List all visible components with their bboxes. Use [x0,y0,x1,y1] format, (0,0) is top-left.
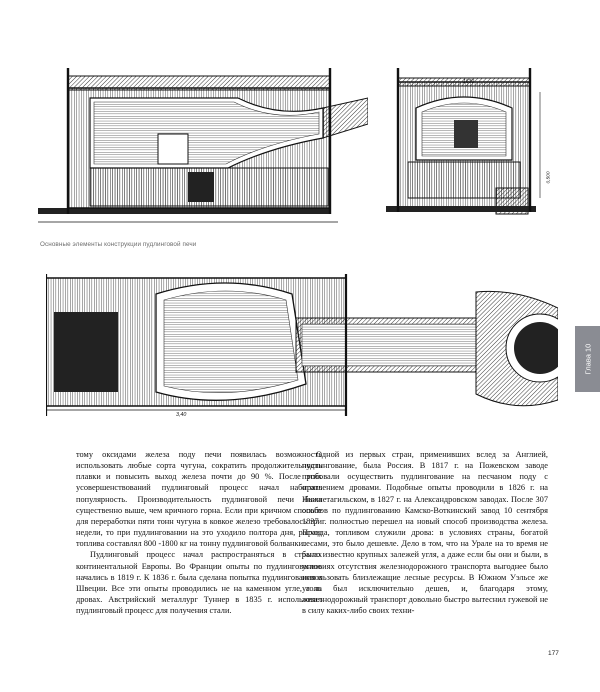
dimension-top-right: 1630 [463,79,475,85]
furnace-cross-section [386,68,546,228]
left-column [76,449,322,616]
page-number: 177 [548,650,559,657]
chapter-tab-label: Глава 10 [583,343,592,375]
dimension-side-right: 0,500 [546,171,552,184]
furnace-longitudinal-section [38,68,368,228]
chapter-tab [575,326,600,392]
furnace-plan-view [46,274,558,424]
right-paragraph-1: Одной из первых стран, применивших вслед за Англией, пудлингование, была Россия. В 1817 г. на Пожевском заводе пробовали осуществить пудлингование на песчаном поду с отоплением дровами. Подобные опыты проводили в 1826 г. на Нижнетагильском, в 1827 г. на Александровском заводах. После 307 опытов по пудлингованию Камско-Воткинский завод 10 сентября 1837 г. полностью перешел на новый способ производства железа. Правда, топливом служили дрова: в условиях страны, богатой лесами, это было дешевле. Дело в том, что на Урале на то время не было известно крупных залежей угля, а даже если бы они и были, в условиях отсутствия железнодорожного транспорта выгоднее было использовать близлежащие лесные ресурсы. В Южном Уэльсе же уголь был исключительно дешев, и, благодаря этому, железнодорожный транспорт довольно быстро вытеснил гужевой не в силу каких-либо своих техни- [302,450,548,616]
left-paragraph-2: Пудлинговый процесс начал распространяться в странах континентальной Европы. Во Франции опыты по пудлингованию начались в 1819 г. К 1836 г. была сделана попытка пудлингования в Швеции. Все эти опыты проводились не на каменном угле, а на дровах. Австрийский металлург Туннер в 1835 г. использовал пудлинговый процесс для получения стали. [76,550,322,616]
left-paragraph-1: тому оксидами железа поду печи появилась возможность использовать любые сорта чугуна, сократить продолжительность плавки и повысить выход железа почти до 90 %. После этих усовершенствований пудлинговый процесс начал набирать популярность. Производительность пудлинговой печи была существенно выше, чем кричного горна. Если при кричном способе для переработки пяти тонн чугуна в ковкое железо требовалось три недели, то при пудлинговании на это уходило полтора дня, расход топлива составлял 800 -1800 кг на тонну пудлинговой болванки. [76,450,322,549]
figure-caption: Основные элементы конструкции пудлинговой печи [40,241,197,248]
right-column [302,449,548,616]
dimension-bottom: 3,40 [176,412,187,418]
